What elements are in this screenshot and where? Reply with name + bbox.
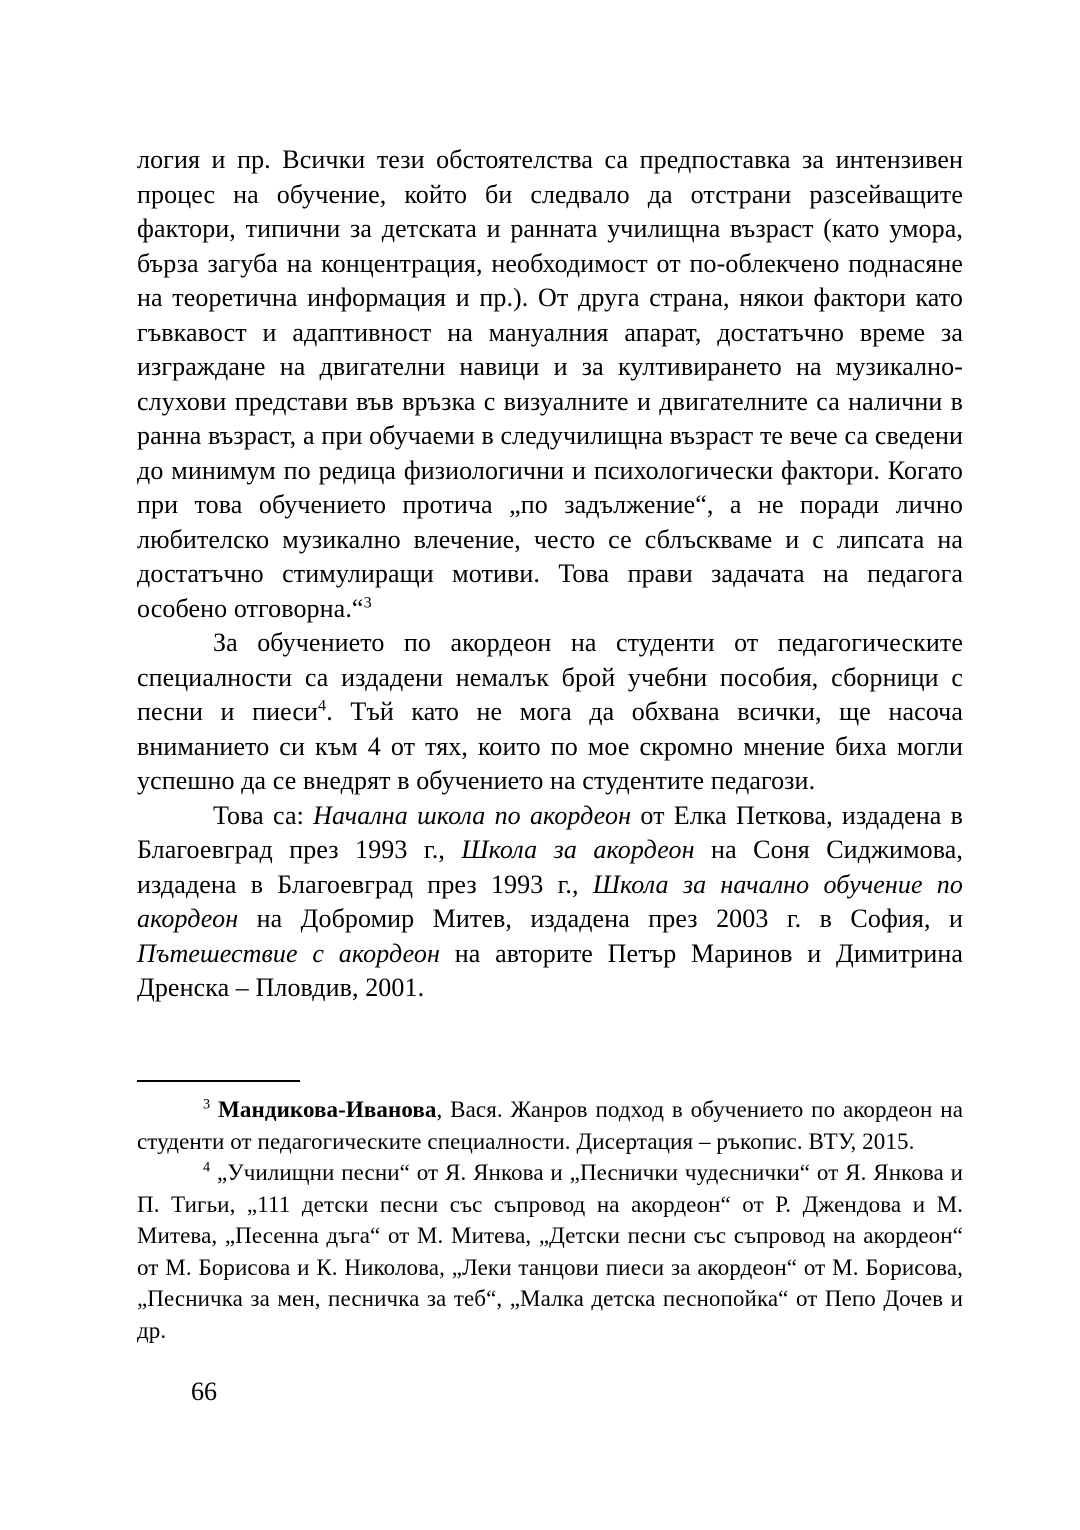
footnote-separator xyxy=(137,1080,300,1082)
footnote-marker: 4 xyxy=(318,697,327,715)
body-text xyxy=(137,143,963,1006)
text-block xyxy=(137,143,963,1006)
text-run: . Тъй като не мога да обхвана всички, ще насоча вниманието си към 4 от тях, които по мое скромно мнение биха могли успешно да се внедрят в обучението на студентите педагози. xyxy=(137,697,964,795)
text-run: „Училищни песни“ от Я. Янкова и „Песнички чудеснички“ от Я. Янкова и П. Тигьи, „111 детски песни със съпровод на акордеон“ от Р. Джендова и М. Митева, „Песенна дъга“ от М. Митева, „Детски песни със съпровод на акордеон“ от М. Борисова и К. Николова, „Леки танцови пиеси за акордеон“ от М. Борисова, „Песничка за мен, песничка за теб“, „Малка детска песнопойка“ от Пепо Дочев и др. xyxy=(137,1160,963,1343)
text-run: Пътешествие с акордеон xyxy=(137,938,440,968)
body-paragraph xyxy=(137,143,963,626)
footnote-marker: 3 xyxy=(363,593,372,611)
text-run: логия и пр. Всички тези обстоятелства са предпоставка за интензивен процес на обучение, който би следвало да отстрани разсейващите фактори, типични за детската и ранната училищна възраст (като умора, бърза загуба на концентрация, необходимост от по-облекчено поднасяне на теоретична информация и пр.). От друга страна, някои фактори като гъвкавост и адаптивност на мануалния апарат, достатъчно време за изграждане на двигателни навици и за култивирането на музикално-слухови представи във връзка с визуалните и двигателните са налични в ранна възраст, а при обучаеми в следучилищна възраст те вече са сведени до минимум по редица физиологични и психологически фактори. Когато при това обучението протича „по задължение“, а не поради лично любителско музикално влечение, често се сблъскваме и с липсата на достатъчно стимулиращи мотиви. Това прави задачата на педагога особено отговорна.“ xyxy=(137,145,963,623)
footnote-marker: 3 xyxy=(203,1096,211,1113)
footnote-paragraph xyxy=(137,1094,963,1157)
text-run: от Елка Петкова, издадена в Благоевград през 1993 г., xyxy=(137,800,964,864)
text-run xyxy=(210,1097,218,1122)
text-run: на Добромир Митев, издадена през 2003 г. в София, и xyxy=(238,904,963,933)
body-paragraph xyxy=(137,626,963,799)
body-paragraph xyxy=(137,799,963,1006)
text-run: Това са: xyxy=(213,800,314,830)
text-run: Начална школа по акордеон xyxy=(313,800,632,830)
text-run: Школа за акордеон xyxy=(461,835,695,864)
footnote-paragraph xyxy=(137,1157,963,1346)
text-run: Мандикова-Иванова xyxy=(218,1097,437,1122)
text-run: на Соня Сиджимова, издадена в Благоевград през 1993 г., xyxy=(137,835,963,899)
text-run: , Вася. Жанров подход в обучението по акордеон на студенти от педагогическите специалности. Дисертация – ръкопис. ВТУ, 2015. xyxy=(137,1097,963,1154)
footnote-marker: 4 xyxy=(203,1159,211,1176)
text-run: Школа за начално обучение по акордеон xyxy=(137,869,964,933)
text-run: За обучението по акордеон на студенти от педагогическите специалности са издадени немалък брой учебни пособия, сборници с песни и пиеси xyxy=(137,628,963,726)
page-number: 66 xyxy=(191,1377,217,1406)
text-run: на авторите Петър Маринов и Димитрина Дренска – Пловдив, 2001. xyxy=(137,938,963,1002)
footnotes xyxy=(137,1094,963,1346)
